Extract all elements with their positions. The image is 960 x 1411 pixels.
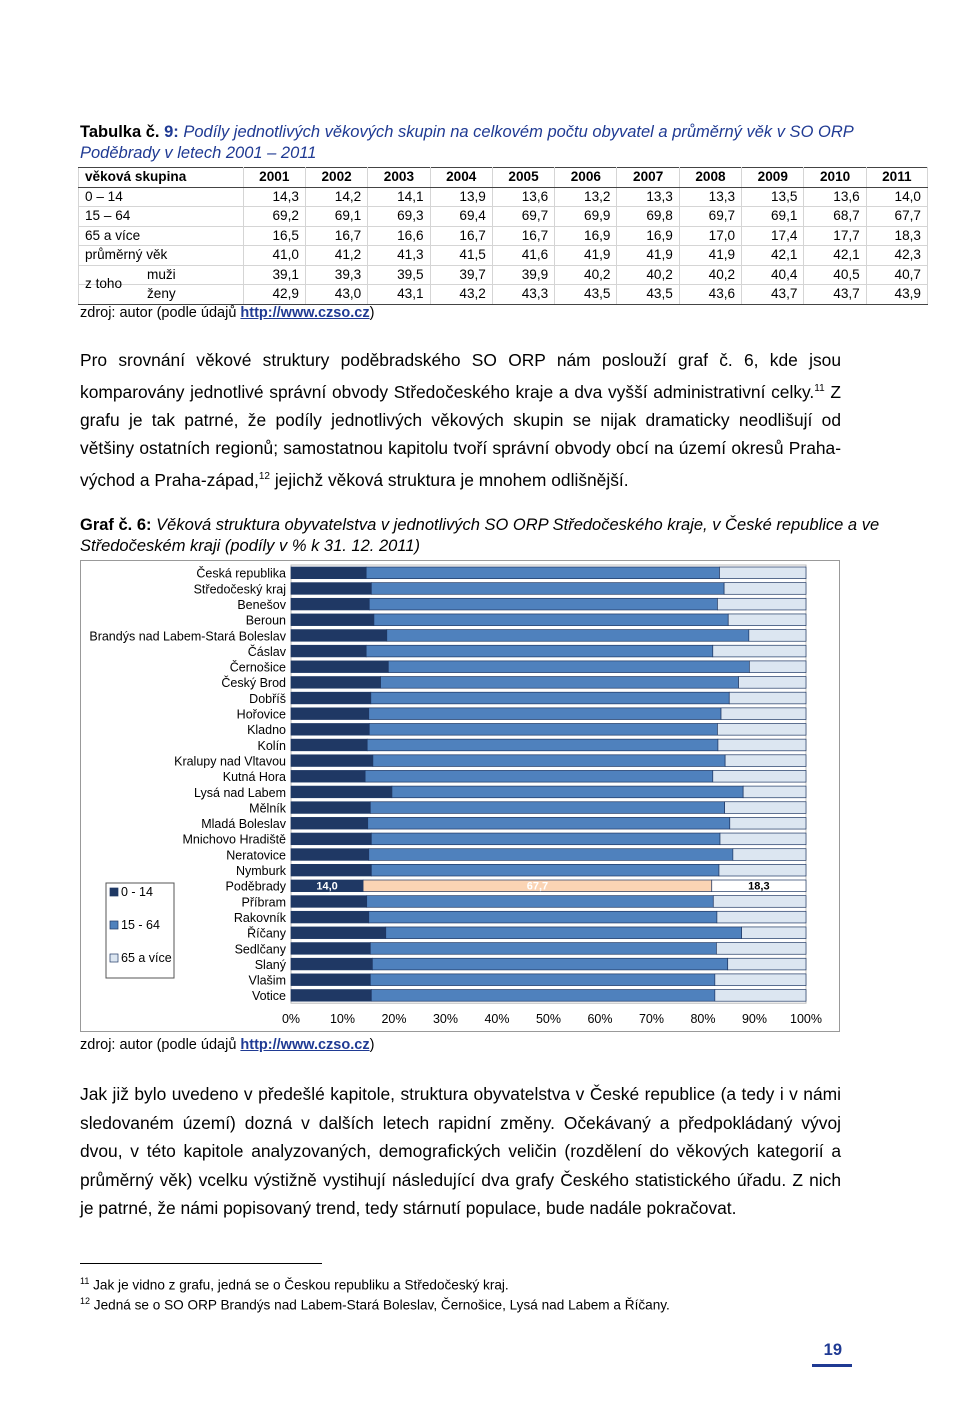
table-cell: 43,1 xyxy=(368,285,430,305)
table-cell: 41,9 xyxy=(679,246,741,266)
bar-segment xyxy=(713,770,806,782)
bar-segment xyxy=(291,708,369,720)
bar-segment xyxy=(728,614,806,626)
footnote-separator xyxy=(80,1263,322,1264)
bar-segment xyxy=(291,677,381,689)
age-structure-table xyxy=(78,167,928,305)
table-cell: 39,9 xyxy=(492,265,554,285)
legend-label: 15 - 64 xyxy=(121,918,160,932)
bar-segment xyxy=(724,583,806,595)
x-tick-label: 10% xyxy=(329,1012,356,1027)
x-tick-label: 0% xyxy=(281,1012,301,1027)
category-label: Mladá Boleslav xyxy=(201,817,286,832)
bar-segment xyxy=(369,911,717,923)
table-cell: 40,4 xyxy=(742,265,804,285)
source-suffix: ) xyxy=(369,305,375,321)
category-label: Lysá nad Labem xyxy=(194,785,286,800)
bar-segment xyxy=(371,583,724,595)
table-cell: 16,9 xyxy=(555,226,617,246)
bar-segment xyxy=(717,911,806,923)
table-cell: 13,5 xyxy=(742,187,804,207)
table-cell: 42,3 xyxy=(866,246,927,266)
footnote-ref-11[interactable]: 11 xyxy=(814,382,825,394)
bar-segment xyxy=(291,724,369,736)
bar-segment xyxy=(291,567,366,579)
table-cell: 41,9 xyxy=(555,246,617,266)
paragraph-trend: Jak již bylo uvedeno v předešlé kapitole, struktura obyvatelstva v České republice (a tedy i v námi sledovaném území) dozná v dalších letech rapidní změny. Očekávaný a předpokládaný vývoj dvou, v této kapitole analyzovaných, demografických veličin (rozdělení do věkových kategorií a průměrný věk) vcelku výstižně vystihují následující dva grafy Českého statistického úřadu. Z nich je patrné, že námi popisovaný trend, tedy stárnutí populace, bude nadále pokračovat. xyxy=(80,1084,841,1218)
footnote-11 xyxy=(80,1276,509,1293)
bar-segment xyxy=(715,990,806,1002)
bar-segment xyxy=(725,802,806,814)
table-caption-label: Tabulka č. xyxy=(80,123,160,141)
table-row xyxy=(79,265,928,285)
table-header-year: 2004 xyxy=(430,168,492,188)
page-number-rule xyxy=(812,1364,852,1367)
bar-segment xyxy=(730,817,806,829)
bar-segment xyxy=(291,849,369,861)
table-cell: 41,5 xyxy=(430,246,492,266)
category-label: Nymburk xyxy=(235,864,286,878)
bar-segment xyxy=(291,630,387,642)
bar-segment xyxy=(374,614,728,626)
graph-caption-number: 6: xyxy=(136,516,152,534)
table-cell: 39,3 xyxy=(305,265,367,285)
table-cell: 41,0 xyxy=(243,246,305,266)
x-tick-label: 60% xyxy=(587,1012,613,1027)
table-cell: 41,3 xyxy=(368,246,430,266)
table-cell: 42,9 xyxy=(243,285,305,305)
bar-segment xyxy=(715,974,806,986)
bar-segment xyxy=(291,614,374,626)
row-label: 15 – 64 xyxy=(79,207,244,227)
bar-segment xyxy=(392,786,743,798)
table-cell: 17,7 xyxy=(804,226,866,246)
subrow-label: ženy xyxy=(147,286,176,302)
bar-segment xyxy=(713,645,806,657)
table-cell: 40,5 xyxy=(804,265,866,285)
bar-segment xyxy=(742,927,806,939)
source-prefix: zdroj: autor (podle údajů xyxy=(80,1037,241,1053)
footnote-text: Jak je vidno z grafu, jedná se o Českou republiku a Středočeský kraj. xyxy=(93,1277,509,1293)
table-row xyxy=(79,226,928,246)
bar-segment xyxy=(367,739,718,751)
chart-source xyxy=(80,1037,374,1053)
x-tick-label: 100% xyxy=(790,1012,822,1027)
bar-segment xyxy=(291,661,388,673)
bar-segment xyxy=(739,677,806,689)
x-tick-label: 90% xyxy=(741,1012,768,1027)
row-label: průměrný věk xyxy=(79,246,244,266)
footnote-number: 11 xyxy=(80,1276,90,1286)
category-label: Kolín xyxy=(257,738,286,753)
row-label xyxy=(79,265,244,291)
table-cell: 13,2 xyxy=(555,187,617,207)
table-cell: 69,7 xyxy=(679,207,741,227)
chart-svg xyxy=(81,561,839,1031)
table-cell: 16,7 xyxy=(492,226,554,246)
table-cell: 41,2 xyxy=(305,246,367,266)
bar-segment xyxy=(371,864,719,876)
table-cell: 13,3 xyxy=(679,187,741,207)
table-cell: 40,2 xyxy=(555,265,617,285)
table-caption-title: Podíly jednotlivých věkových skupin na celkovém počtu obyvatel a průměrný věk v SO ORP Poděbrady v letech 2001 – 2011 xyxy=(80,123,854,162)
bar-segment xyxy=(366,645,713,657)
legend-swatch xyxy=(110,888,118,896)
bar-segment xyxy=(291,864,371,876)
category-label: Mnichovo Hradiště xyxy=(182,832,286,847)
category-label: Mělník xyxy=(249,801,286,816)
footnote-ref-12[interactable]: 12 xyxy=(258,470,270,482)
subrow-label: muži xyxy=(147,266,176,282)
table-cell: 14,0 xyxy=(866,187,927,207)
bar-segment xyxy=(367,896,714,908)
bar-segment xyxy=(729,692,806,704)
bar-segment xyxy=(716,943,806,955)
footnote-text: Jedná se o SO ORP Brandýs nad Labem-Stará Boleslav, Černošice, Lysá nad Labem a Říčany. xyxy=(93,1297,670,1313)
bar-segment xyxy=(291,911,369,923)
table-cell: 42,1 xyxy=(742,246,804,266)
bar-segment xyxy=(291,974,370,986)
bar-segment xyxy=(717,724,806,736)
table-header-year: 2010 xyxy=(804,168,866,188)
category-label: Hořovice xyxy=(236,707,286,722)
data-label: 67,7 xyxy=(526,880,549,893)
table-cell: 16,7 xyxy=(430,226,492,246)
x-tick-label: 30% xyxy=(432,1012,459,1027)
table-cell: 43,6 xyxy=(679,285,741,305)
table-cell: 43,7 xyxy=(742,285,804,305)
bar-segment xyxy=(291,692,371,704)
bar-segment xyxy=(387,630,749,642)
table-cell: 69,3 xyxy=(368,207,430,227)
table-row xyxy=(79,207,928,227)
bar-segment xyxy=(372,958,727,970)
table-cell: 43,5 xyxy=(555,285,617,305)
table-cell: 40,2 xyxy=(679,265,741,285)
source-prefix: zdroj: autor (podle údajů xyxy=(80,305,241,321)
bar-segment xyxy=(720,833,806,845)
bar-segment xyxy=(718,739,806,751)
bar-segment xyxy=(719,567,806,579)
table-cell: 69,1 xyxy=(742,207,804,227)
bar-segment xyxy=(725,755,806,767)
table-cell: 43,9 xyxy=(866,285,927,305)
footnote-12 xyxy=(80,1296,670,1313)
table-cell: 39,7 xyxy=(430,265,492,285)
bar-segment xyxy=(291,739,367,751)
bar-segment xyxy=(291,770,365,782)
legend-swatch xyxy=(110,921,118,929)
footnote-number: 12 xyxy=(80,1296,91,1306)
table-header-year: 2001 xyxy=(243,168,305,188)
age-structure-chart xyxy=(80,560,840,1032)
table-caption-number: 9: xyxy=(164,123,179,141)
row-label xyxy=(79,285,244,305)
table-cell: 17,4 xyxy=(742,226,804,246)
bar-segment xyxy=(749,661,806,673)
table-header-year: 2002 xyxy=(305,168,367,188)
subgroup-label xyxy=(79,285,147,303)
bar-segment xyxy=(291,755,373,767)
category-label: Černošice xyxy=(229,660,286,675)
table-row xyxy=(79,187,928,207)
table-cell: 16,7 xyxy=(305,226,367,246)
bar-segment xyxy=(728,958,806,970)
bar-segment xyxy=(291,927,386,939)
subgroup-label: z toho xyxy=(85,275,123,291)
page-number: 19 xyxy=(823,1341,842,1359)
bar-segment xyxy=(717,598,806,610)
bar-segment xyxy=(368,817,730,829)
table-cell: 69,4 xyxy=(430,207,492,227)
category-label: Příbram xyxy=(241,895,286,910)
x-tick-label: 50% xyxy=(535,1012,562,1027)
table-cell: 43,7 xyxy=(804,285,866,305)
x-tick-label: 80% xyxy=(690,1012,716,1027)
table-cell: 17,0 xyxy=(679,226,741,246)
bar-segment xyxy=(366,567,719,579)
source-link[interactable]: http://www.czso.cz xyxy=(240,1037,370,1053)
table-header-row xyxy=(79,168,928,188)
bar-segment xyxy=(369,708,721,720)
bar-segment xyxy=(291,833,371,845)
table-cell: 16,9 xyxy=(617,226,679,246)
table-cell: 68,7 xyxy=(804,207,866,227)
table-cell: 40,7 xyxy=(866,265,927,285)
table-cell: 14,1 xyxy=(368,187,430,207)
table-header-group: věková skupina xyxy=(79,168,244,188)
table-cell: 40,2 xyxy=(617,265,679,285)
bar-segment xyxy=(291,786,392,798)
table-cell: 14,3 xyxy=(243,187,305,207)
table-cell: 69,9 xyxy=(555,207,617,227)
table-cell: 43,5 xyxy=(617,285,679,305)
category-label: Kutná Hora xyxy=(222,770,286,785)
table-cell: 42,1 xyxy=(804,246,866,266)
table-cell: 43,2 xyxy=(430,285,492,305)
bar-segment xyxy=(373,755,725,767)
data-label: 14,0 xyxy=(316,880,338,893)
category-label: Beroun xyxy=(245,613,286,628)
table-header-year: 2003 xyxy=(368,168,430,188)
table-cell: 41,6 xyxy=(492,246,554,266)
category-label: Český Brod xyxy=(221,676,286,691)
bar-segment xyxy=(371,990,715,1002)
bar-segment xyxy=(733,849,806,861)
bar-segment xyxy=(369,849,733,861)
bar-segment xyxy=(749,630,806,642)
paragraph-comparison xyxy=(80,346,841,494)
category-label: Brandýs nad Labem-Stará Boleslav xyxy=(89,629,286,644)
bar-segment xyxy=(721,708,806,720)
table-cell: 39,1 xyxy=(243,265,305,285)
bar-segment xyxy=(370,943,716,955)
bar-segment xyxy=(381,677,739,689)
paragraph1-part3: jejichž věková struktura je mnohem odlišnější. xyxy=(269,469,629,490)
table-cell: 69,7 xyxy=(492,207,554,227)
bar-segment xyxy=(743,786,806,798)
x-tick-label: 20% xyxy=(381,1012,407,1027)
bar-segment xyxy=(291,583,371,595)
x-tick-label: 40% xyxy=(484,1012,510,1027)
bar-segment xyxy=(713,896,806,908)
table-caption xyxy=(80,122,880,164)
table-cell: 69,1 xyxy=(305,207,367,227)
bar-segment xyxy=(291,958,372,970)
table-cell: 39,5 xyxy=(368,265,430,285)
table-header-year: 2005 xyxy=(492,168,554,188)
bar-segment xyxy=(291,990,371,1002)
table-cell: 18,3 xyxy=(866,226,927,246)
bar-segment xyxy=(291,943,370,955)
category-label: Středočeský kraj xyxy=(193,582,286,597)
bar-segment xyxy=(371,833,720,845)
table-header-year: 2009 xyxy=(742,168,804,188)
table-row xyxy=(79,285,928,305)
category-label: Česká republika xyxy=(196,566,286,581)
bar-segment xyxy=(291,598,369,610)
graph-caption xyxy=(80,515,880,557)
bar-segment xyxy=(719,864,806,876)
table-cell: 41,9 xyxy=(617,246,679,266)
bar-segment xyxy=(370,974,715,986)
category-label: Votice xyxy=(251,989,286,1004)
row-label: 0 – 14 xyxy=(79,187,244,207)
bar-segment xyxy=(370,802,724,814)
table-cell: 13,3 xyxy=(617,187,679,207)
category-label: Slaný xyxy=(254,957,286,972)
table-cell: 16,6 xyxy=(368,226,430,246)
category-label: Čáslav xyxy=(247,644,286,659)
category-label: Neratovice xyxy=(226,848,286,863)
table-header-year: 2007 xyxy=(617,168,679,188)
table-cell: 69,2 xyxy=(243,207,305,227)
category-label: Poděbrady xyxy=(225,879,286,894)
category-label: Kladno xyxy=(247,723,286,738)
category-label: Dobříš xyxy=(249,691,286,706)
table-cell: 69,8 xyxy=(617,207,679,227)
table-cell: 13,6 xyxy=(804,187,866,207)
table-header-year: 2008 xyxy=(679,168,741,188)
source-link[interactable]: http://www.czso.cz xyxy=(240,305,370,321)
table-header-year: 2006 xyxy=(555,168,617,188)
category-label: Kralupy nad Vltavou xyxy=(174,754,286,769)
x-tick-label: 70% xyxy=(638,1012,665,1027)
bar-segment xyxy=(369,598,717,610)
table-cell: 13,6 xyxy=(492,187,554,207)
table-cell: 43,0 xyxy=(305,285,367,305)
table-cell: 43,3 xyxy=(492,285,554,305)
legend-label: 65 a více xyxy=(121,951,172,965)
bar-segment xyxy=(388,661,749,673)
bar-segment xyxy=(291,802,370,814)
paragraph1-part2: Z grafu je tak patrné, že podíly jednotlivých věkových skupin se nijak dramaticky neodlišují od většiny ostatních regionů; samostatnou kapitolu tvoří správní obvody obcí na území okresů Praha-východ a Praha-západ, xyxy=(80,381,841,490)
category-label: Benešov xyxy=(237,597,286,612)
category-label: Rakovník xyxy=(233,910,286,925)
legend-label: 0 - 14 xyxy=(121,885,153,899)
category-label: Sedlčany xyxy=(234,942,286,957)
graph-caption-label: Graf č. xyxy=(80,516,133,534)
bar-segment xyxy=(291,896,367,908)
data-label: 18,3 xyxy=(748,880,770,893)
bar-segment xyxy=(365,770,713,782)
bar-segment xyxy=(291,817,368,829)
table-source xyxy=(80,305,374,321)
source-suffix: ) xyxy=(369,1037,375,1053)
table-cell: 16,5 xyxy=(243,226,305,246)
bar-segment xyxy=(371,692,729,704)
table-cell: 67,7 xyxy=(866,207,927,227)
table-cell: 14,2 xyxy=(305,187,367,207)
bar-segment xyxy=(386,927,742,939)
table-row xyxy=(79,246,928,266)
category-label: Říčany xyxy=(247,926,286,941)
legend-swatch xyxy=(110,954,118,962)
row-label: 65 a více xyxy=(79,226,244,246)
category-label: Vlašim xyxy=(248,973,286,988)
table-cell: 13,9 xyxy=(430,187,492,207)
bar-segment xyxy=(369,724,717,736)
graph-caption-title: Věková struktura obyvatelstva v jednotlivých SO ORP Středočeského kraje, v České republice a ve Středočeském kraji (podíly v % k 31. 12. 2011) xyxy=(80,516,880,555)
bar-segment xyxy=(291,645,366,657)
paragraph1-part1: Pro srovnání věkové struktury poděbradského SO ORP nám poslouží graf č. 6, kde jsou komparovány jednotlivé správní obvody Středočeského kraje a dva vyšší administrativní celky. xyxy=(80,350,841,402)
table-header-year: 2011 xyxy=(866,168,927,188)
